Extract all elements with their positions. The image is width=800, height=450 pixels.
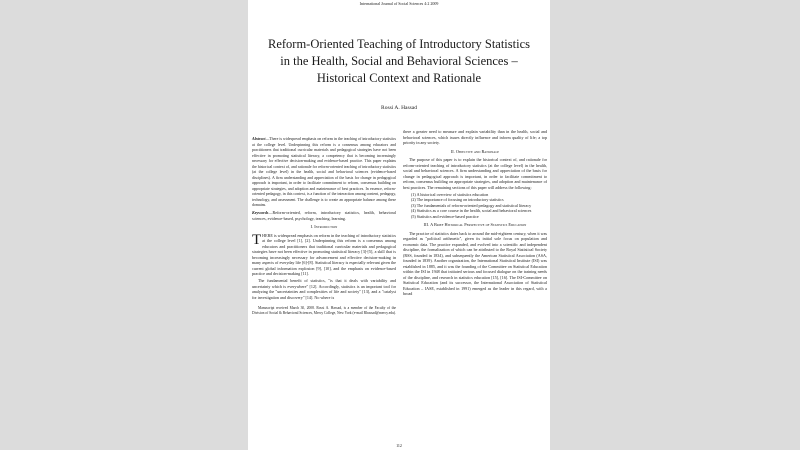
list-item: (1) A historical overview of statistics education (411, 191, 489, 197)
abstract-text: —There is widespread emphasis on reform in the teaching of introductory statistics at the college level. Underpinning this reform is a consensus among educators and practitioners that traditional curricular materials and pedagogical strategies have not been effective in promoting statistical literacy, a competency that is becoming increasingly necessary for effective decision-making and evidence-based practice. This paper explains the historical context of, and rationale for reform-oriented teaching of introductory statistics (at the college level) in the health, social and behavioral sciences (evidence-based disciplines). A firm understanding and appreciation of the basis for change in pedagogical approach is important, in order to facilitate commitment to reform, consensus building on appropriate strategies, and adoption and maintenance of best practices. In essence, reform-oriented pedagogy, in this context, is a function of the interaction among content, pedagogy, technology, and assessment. The challenge is to create an appropriate balance among these domains. (252, 137, 396, 207)
list-item: (2) The importance of focusing on introductory statistics (411, 197, 504, 202)
section-heading-history: III. A Brief Historical Perspective of Statistics Education (423, 222, 527, 227)
continued-paragraph: there a greater need to measure and explain variability than in the health, social and behavioral sciences, which issues directly influence and inform quality of life; a top priority in any society. (403, 129, 547, 145)
page-number: 112 (396, 443, 402, 448)
abstract-label: Abstract (252, 137, 266, 141)
objective-list (407, 192, 547, 220)
footnote: Manuscript received March 30, 2008. Rossi A. Hassad, is a member of the Faculty of the Division of Social & Behavioral Sciences, Mercy College, New York (e-mail Rhassad@mercy.edu). (252, 306, 396, 315)
history-paragraph: The practice of statistics dates back to around the mid-eighteen century, when it was regarded as "political arithmetic", given its initial sole focus on population and economic data. The practice expanded, and evolved into a scientific and independent discipline, the formalization of which can be attributed to the Royal Statistical Society (RSS, founded in 1834), and subsequently the American Statistical Association (ASA, founded in 1839). Another organization, the International Statistical Institute (ISI) was established in 1885, and it was the founding of the Committee on Statistical Education within the ISI in 1948 that initiated serious and focused dialogue on the training needs of the discipline, and research in statistics education [15], [16]. The ISI-Committee on Statistical Education (and its successor, the International Association of Statistical Education – IASE, established in 1991) emerged as the leader in this regard, with a broad (403, 230, 547, 296)
intro-paragraph-1: THERE is widespread emphasis on reform in the teaching of introductory statistics at the college level [1], [2]. Underpinning this reform is a consensus among educators and practitioners that traditional curricular materials and pedagogical strategies have not been effective in promoting statistical literacy [3]-[5], a skill that is becoming increasingly necessary for advancement and effective decision-making in many aspects of everyday life [6]-[8]. Statistical literacy is especially relevant given the current global information explosion [9], [10], and the emphasis on evidence-based practice and decision-making [11]. (252, 231, 396, 276)
keywords-label: Keywords (252, 210, 269, 215)
list-item: (5) Statistics and evidence-based practice (411, 213, 479, 219)
running-header: International Journal of Social Sciences 4:2 2009 (359, 1, 439, 6)
right-column (403, 129, 547, 298)
left-column (252, 137, 396, 318)
intro-paragraph-2: The fundamental benefit of statistics, "is that it deals with variability and uncertainty which is everywhere" [12]. Accordingly, statistics is an important tool for analyzing the "uncertainties and complexities of life and society" [13], and a "catalyst for investigation and discovery" [14]. No where is (252, 278, 396, 300)
keywords (252, 210, 396, 221)
list-item: (4) Statistics as a core course in the health, social and behavioral sciences (411, 208, 532, 213)
section-heading-objective: II. Objective and Rationale (450, 148, 500, 154)
abstract (252, 137, 396, 209)
list-item: (3) The fundamentals of reform-oriented pedagogy and statistical literacy (411, 202, 532, 208)
paper-page (248, 0, 550, 450)
section-heading-intro: I. Introduction (310, 224, 338, 229)
drop-cap: T (252, 231, 262, 248)
objective-paragraph: The purpose of this paper is to explain the historical context of, and rationale for reform-oriented teaching of introductory statistics (at the college level) in the health, social and behavioral sciences. A firm understanding and appreciation of the basis for change in pedagogical approach is important, in order to facilitate commitment to reform, consensus building on appropriate strategies, and adoption and maintenance of best practices. The remaining sections of this paper will address the following: (403, 157, 547, 190)
keywords-text: —Reform-oriented, reform, introductory statistics, health, behavioral sciences, evidence-based, psychology, teaching, learning. (252, 210, 396, 221)
author-name: Rossi A. Hassad (381, 105, 417, 111)
paper-title: Reform-Oriented Teaching of Introductory Statistics in the Health, Social and Behavioral Sciences – Historical Context and Rationale (267, 37, 531, 85)
